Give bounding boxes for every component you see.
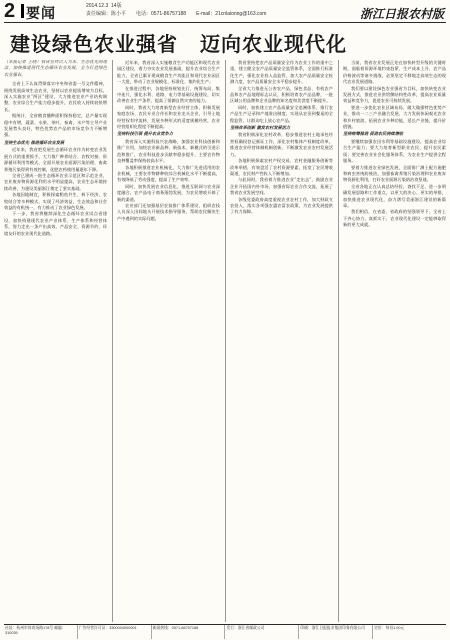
article-paragraph: 要继续加强农田水利等基础设施建设，提高农业综合生产能力；要大力培育新型职业农民，提升农民素质；要完善农业社会化服务体系，为农业生产提供全程服务。: [343, 138, 446, 164]
article-paragraph: 同时，加快发展农业信息化，推进互联网与农业深度融合，农产品电子商务蓬勃发展，为农民增收开辟了新的渠道。: [117, 183, 220, 202]
article-subheading: 坚持生态优先 推进循环农业发展: [4, 139, 65, 145]
article-body: [4, 60, 446, 622]
article-subheading: 坚持科技引领 提升农业竞争力: [117, 131, 173, 137]
page-footer: [4, 624, 446, 639]
article-paragraph: 全省大力推进无公害农产品、绿色食品、有机农产品和农产品地理标志认证，积极培育农产品品牌，一批区域公用品牌和企业品牌的知名度和美誉度不断提升。: [230, 85, 333, 104]
article-paragraph: 据统计，全省粮食播种面积保持稳定，总产量实现稳中有增，蔬菜、水果、茶叶、畜禽、水产等主导产业发展势头良好，特色优势农产品的市场竞争力不断增强。: [4, 113, 107, 138]
article-paragraph: 同时，加快建立农产品质量安全追溯体系，推行农产品生产记录和产地准出制度，实现从农田到餐桌的全程监管，让群众吃上放心农产品。: [230, 104, 333, 123]
footer-info: 定价：每份1.00元: [374, 626, 405, 630]
page-number: 2: [4, 0, 16, 22]
article-paragraph: 近年来，我省深入实施粮食生产功能区和现代农业园区建设，着力夯实农业发展基础，提升农业综合生产能力，全省已累计建成粮食生产功能区和现代农业园区一大批，带动了农业规模化、标准化、集约化生产。: [117, 60, 220, 85]
article-column: [230, 60, 333, 622]
masthead: [4, 2, 446, 23]
article-paragraph: 我们相信，在省委、省政府的坚强领导下，全省上下齐心协力、真抓实干，农业现代化建设一定能够取得新的更大成就。: [343, 209, 446, 228]
issue-pages: 14版: [111, 3, 122, 9]
article-paragraph: 近年来，我省把发展生态循环农业作为转变农业发展方式的重要抓手，大力推广种养结合、农牧对接、资源循环利用等模式，全面开展农业面源污染治理，畜禽养殖污染得到有效控制，化肥农药使用量逐年下降。: [4, 147, 107, 172]
footer-info: 发行：浙江省邮政公司: [225, 625, 299, 639]
article-lead: （本报记者 王晓）我省坚持以人为本、生态优先的理念，加快推进现代生态循环农业发展，全力打造绿色农业强省。: [4, 60, 107, 78]
article-paragraph: 全省各地正在认真总结经验，查找不足，进一步明确发展思路和工作重点，以更大的决心、更实的举措，加快推进农业现代化，奋力谱写美丽浙江建设的新篇章。: [343, 183, 446, 208]
article-paragraph: 当前，我省农业发展正处在加快转型升级的关键时期，面临着资源环境约束趋紧、生产成本上升、农产品价格波动等诸多挑战，必须坚定不移地走高效生态的现代农业发展道路。: [343, 60, 446, 85]
article-paragraph: 下一步，我省将继续深化生态循环农业试点省建设，加快构建现代农业产业体系、生产体系和经营体系，努力走出一条产出高效、产品安全、资源节约、环境友好的农业现代化道路。: [4, 211, 107, 236]
article-paragraph: 全省上下认真贯彻落实中央和省委一号文件精神，围绕发展高效生态农业，坚持以农业提质增效为目标，深入实施农业“两区”建设，大力推进农业产业结构调整，农业综合生产能力稳步提升，农民收入持续较快增长。: [4, 81, 107, 112]
editor-credit: 责任编辑：陈小平: [86, 11, 127, 17]
article-paragraph: 各地因地制宜，积极探索稻鱼共生、林下经济、农牧结合等多种模式，实现了经济效益、生态效益和社会效益的有机统一，有力推动了农业绿色发展。: [4, 192, 107, 210]
article-column: [343, 60, 446, 622]
date-editor-line: [86, 2, 122, 9]
column-rule: [225, 60, 226, 622]
article-paragraph: 与此同时，我省着力推进农业“走出去”，鼓励农业企业开拓国内外市场，加强省际农业合作交流，拓展了我省农业发展空间。: [230, 177, 333, 196]
article-paragraph: 在推进过程中，各地坚持规划先行，统筹布局，集中连片，强化水利、道路、电力等基础设施建设，切实改善农业生产条件，提高了抵御自然灾害的能力。: [117, 85, 220, 104]
contact-line: [86, 10, 266, 17]
section-name: 要闻: [26, 6, 56, 22]
headline-part-2: 迈向农业现代化: [200, 32, 347, 56]
article-paragraph: 同时，我省大力培育新型农业经营主体，积极发展家庭农场、农民专业合作社和农业龙头企业，引导土地经营权有序流转，发展多种形式的适度规模经营，农业经营组织化程度不断提高。: [117, 104, 220, 130]
main-headline: [10, 28, 440, 57]
article-column: [4, 60, 107, 622]
article-subheading: 坚持改革创新 激发农村发展活力: [230, 125, 291, 131]
article-paragraph: 各级党委政府高度重视农业农村工作，加大财政支农投入，落实各项强农惠农富农政策，为农业发展提供了有力保障。: [230, 196, 333, 215]
article-paragraph: 要着力推进农业绿色发展，全面推广测土配方施肥和病虫害统防统治，加强畜禽养殖污染治理和农业废弃物资源化利用，打好农业面源污染防治攻坚战。: [343, 164, 446, 183]
article-paragraph: 我省坚持把农产品质量安全作为农业工作的重中之重，建立健全农产品质量安全监管体系，全面推行标准化生产，强化农业投入品监管，加大农产品质量安全检测力度，农产品质量安全水平稳步提升。: [230, 60, 333, 85]
article-paragraph: 各地积极探索农村产权交易、农村金融服务创新等改革举措，有效盘活了农村资源要素，拓宽了农民增收渠道，农民财产性收入不断增加。: [230, 158, 333, 176]
article-paragraph: 我省深入实施科技兴农战略，加强农业科技创新和推广应用，加快农业新品种、新技术、新模式的引进示范和推广，农业科技进步贡献率稳步提升，主要农作物良种覆盖率保持较高水平。: [117, 138, 220, 164]
article-column: [117, 60, 220, 622]
footer-info: 广告经营许可证：3300004000001: [78, 625, 152, 639]
headline-part-1: 建设绿色农业强省: [10, 32, 178, 56]
issue-date: 2014.12.3: [86, 3, 109, 9]
article-subheading: 坚持统筹推进 促进农民持续增收: [343, 131, 404, 137]
column-rule: [338, 60, 339, 622]
editor-email: E-mail：21cnlaionng@163.com: [196, 11, 267, 17]
article-paragraph: 我们要以建设绿色农业强省为目标，加快转变农业发展方式，推进农业供给侧结构性改革，提高农业质量效益和竞争力，促进农业可持续发展。: [343, 85, 446, 104]
editor-phone: 电话：0571-86757188: [136, 11, 187, 17]
footer-info: 社址：杭州市体育场路178号 邮编：310039: [4, 625, 78, 639]
column-rule: [112, 60, 113, 622]
footer-info: 印刷：浙江日报报业集团印务有限公司: [299, 625, 373, 639]
article-paragraph: 全省已建成一批生态循环农业示范区和示范企业，农业废弃物资源化利用水平明显提高，农业生态环境持续改善，为建设美丽浙江奠定了坚实基础。: [4, 172, 107, 191]
article-paragraph: 农业部门还加强基层农技推广体系建设，组织农技人员深入田间地头开展技术指导服务，帮助农民解决生产中遇到的实际问题。: [117, 202, 220, 221]
footer-info: 新闻热线：0571-86757188: [152, 625, 226, 639]
section-divider-bar: [21, 4, 24, 18]
article-paragraph: 要进一步优化农业区域布局，做大做强特色优势产业，推动一二三产业融合发展，大力发展休闲观光农业和乡村旅游，拓展农业多种功能，延长产业链，提升价值链。: [343, 104, 446, 130]
article-paragraph: 我省积极深化农村改革，稳步推进农村土地承包经营权确权登记颁证工作，深化农村集体产权制度改革，推进农业经营体制机制创新，不断激发农业农村发展活力。: [230, 132, 333, 157]
newspaper-logo: 浙江日报农村版: [359, 7, 444, 21]
article-paragraph: 各地积极推进农业机械化，大力推广先进适用的农业机械，主要农作物耕种收综合机械化水平不断提高，有效降低了劳动强度，提高了生产效率。: [117, 164, 220, 183]
